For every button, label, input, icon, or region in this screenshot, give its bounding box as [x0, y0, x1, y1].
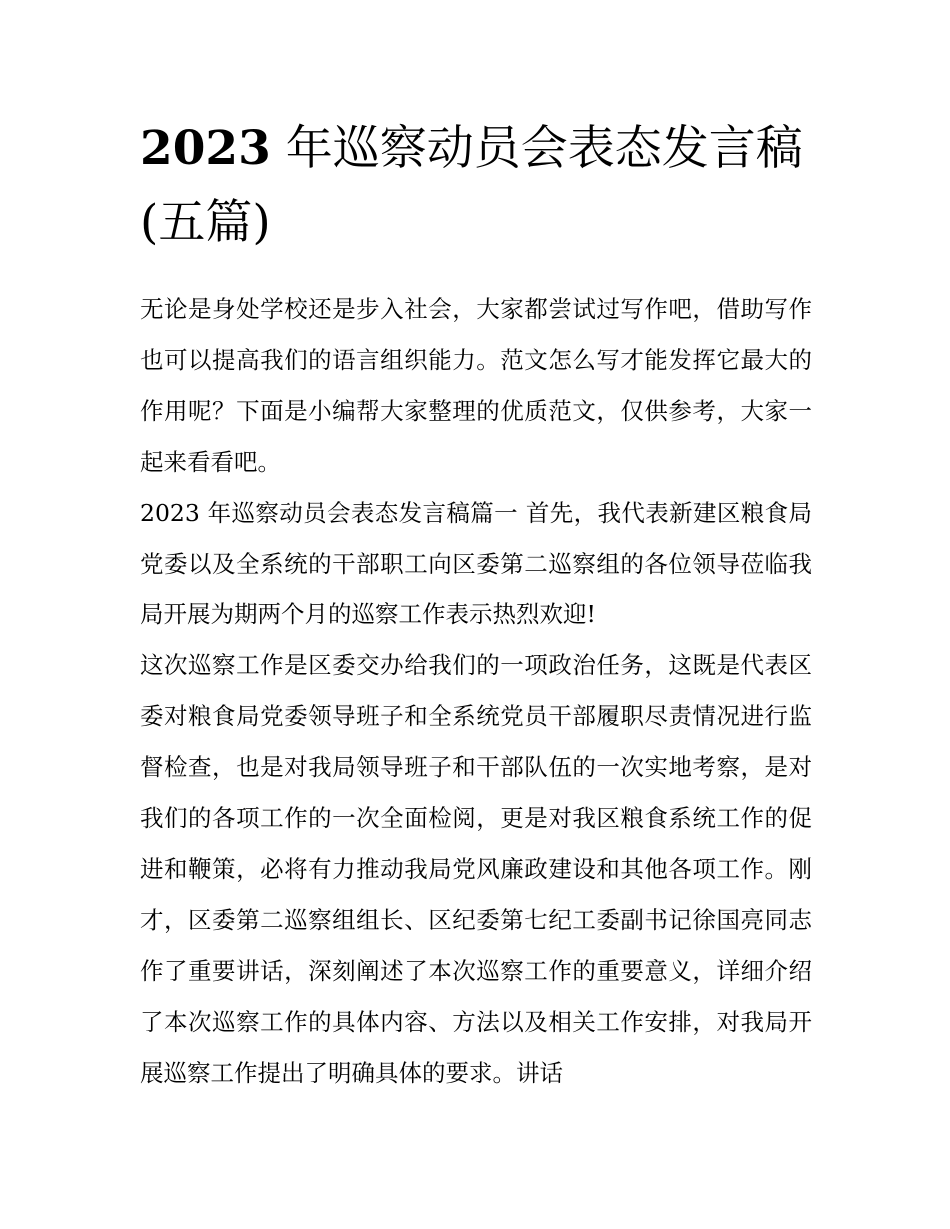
document-title	[140, 112, 820, 260]
paragraph-intro: 无论是身处学校还是步入社会，大家都尝试过写作吧，借助写作也可以提高我们的语言组织能力。范文怎么写才能发挥它最大的作用呢？下面是小编帮大家整理的优质范文，仅供参考，大家一起来看看吧。	[140, 295, 812, 476]
title-text: 年巡察动员会表态发言稿(五篇)	[140, 121, 803, 250]
document-body	[140, 284, 812, 1099]
paragraph-speech-1-opening: 2023 年巡察动员会表态发言稿篇一 首先，我代表新建区粮食局党委以及全系统的干部职工向区委第二巡察组的各位领导莅临我局开展为期两个月的巡察工作表示热烈欢迎!	[140, 498, 812, 629]
title-year: 2023	[140, 121, 271, 176]
paragraph-speech-1-body: 这次巡察工作是区委交办给我们的一项政治任务，这既是代表区委对粮食局党委领导班子和全系统党员干部履职尽责情况进行监督检查，也是对我局领导班子和干部队伍的一次实地考察，是对我们的各项工作的一次全面检阅，更是对我区粮食系统工作的促进和鞭策，必将有力推动我局党风廉政建设和其他各项工作。刚才，区委第二巡察组组长、区纪委第七纪工委副书记徐国亮同志作了重要讲话，深刻阐述了本次巡察工作的重要意义，详细介绍了本次巡察工作的具体内容、方法以及相关工作安排，对我局开展巡察工作提出了明确具体的要求。讲话	[140, 651, 812, 1087]
